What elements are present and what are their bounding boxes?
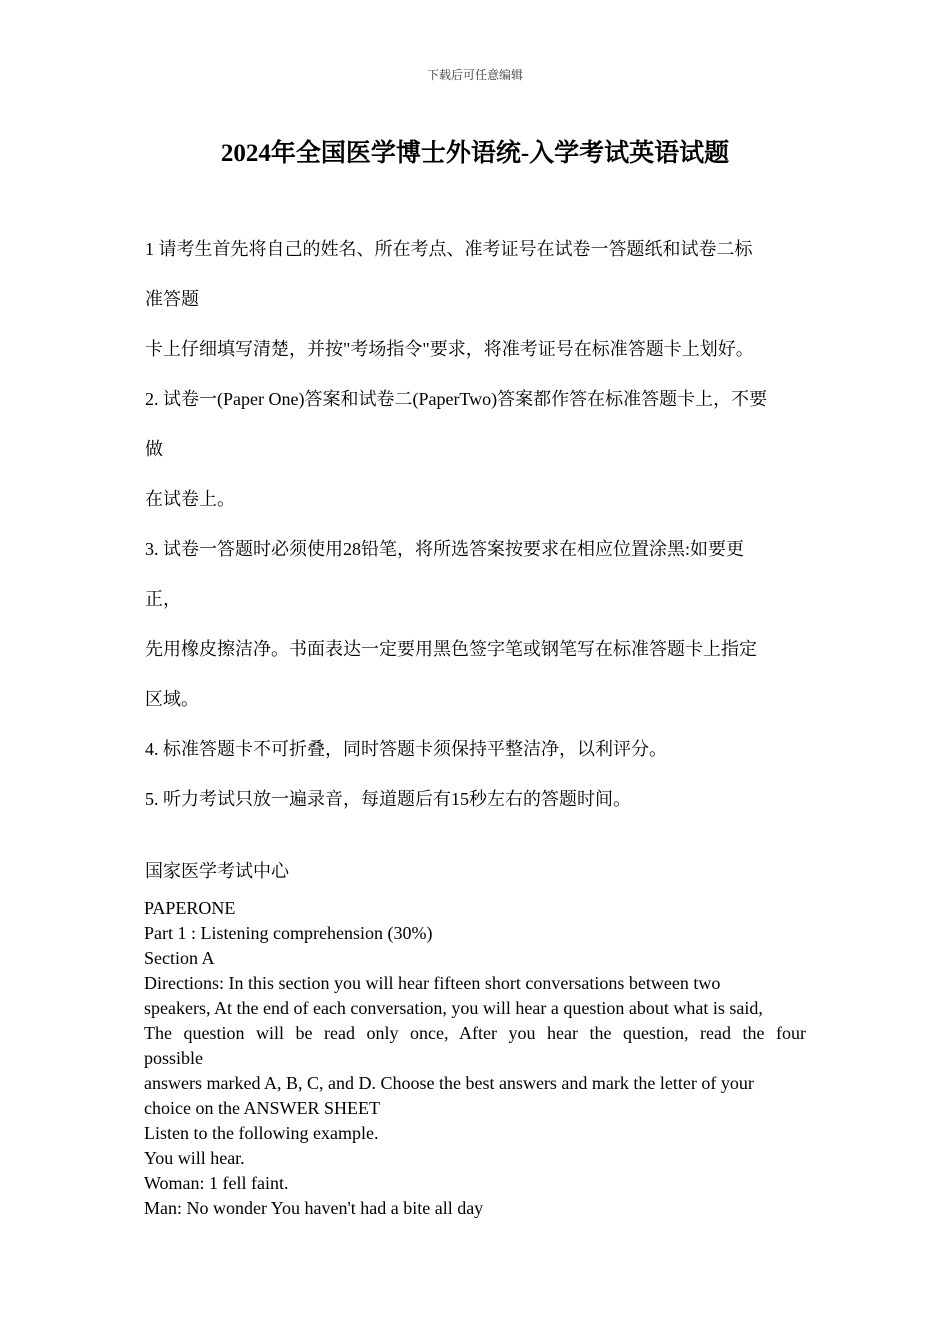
part-heading: Part 1 : Listening comprehension (30%) (144, 923, 433, 943)
instruction-line: 做 (145, 439, 163, 459)
paper-label: PAPERONE (144, 898, 236, 918)
paper-one-section (144, 896, 806, 1221)
directions-line: speakers, At the end of each conversation, you will hear a question about what is said, (144, 998, 763, 1018)
exam-instructions (145, 224, 807, 824)
directions-line: The question will be read only once, After you hear the question, read the four (144, 1023, 806, 1043)
instruction-line: 正， (145, 589, 181, 609)
directions-line: Directions: In this section you will hear fifteen short conversations between two (144, 973, 721, 993)
dialogue-line-woman: Woman: 1 fell faint. (144, 1173, 289, 1193)
instruction-line: 4. 标准答题卡不可折叠，同时答题卡须保持平整洁净，以利评分。 (145, 739, 667, 759)
instruction-line: 1 请考生首先将自己的姓名、所在考点、准考证号在试卷一答题纸和试卷二标 (145, 239, 753, 259)
instruction-line: 准答题 (145, 289, 199, 309)
instruction-line: 5. 听力考试只放一遍录音，每道题后有15秒左右的答题时间。 (145, 789, 631, 809)
dialogue-line-man: Man: No wonder You haven't had a bite all day (144, 1198, 484, 1218)
instruction-line: 2. 试卷一(Paper One)答案和试卷二(PaperTwo)答案都作答在标准答题卡上，不要 (145, 389, 768, 409)
example-intro: Listen to the following example. (144, 1123, 379, 1143)
exam-center-name: 国家医学考试中心 (145, 861, 289, 881)
instruction-line: 区域。 (145, 689, 199, 709)
directions-line: choice on the ANSWER SHEET (144, 1098, 380, 1118)
instruction-line: 3. 试卷一答题时必须使用28铅笔，将所选答案按要求在相应位置涂黑:如要更 (145, 539, 744, 559)
instruction-line: 在试卷上。 (145, 489, 235, 509)
example-line: You will hear. (144, 1148, 245, 1168)
directions-line: possible (144, 1048, 204, 1068)
instruction-line: 先用橡皮擦洁净。书面表达一定要用黑色签字笔或钢笔写在标准答题卡上指定 (145, 639, 757, 659)
directions-line: answers marked A, B, C, and D. Choose the best answers and mark the letter of your (144, 1073, 754, 1093)
section-heading: Section A (144, 948, 215, 968)
document-title: 2024年全国医学博士外语统-入学考试英语试题 (220, 140, 730, 167)
page-header-note: 下载后可任意编辑 (426, 68, 523, 82)
instruction-line: 卡上仔细填写清楚，并按"考场指令"要求，将准考证号在标准答题卡上划好。 (145, 339, 754, 359)
